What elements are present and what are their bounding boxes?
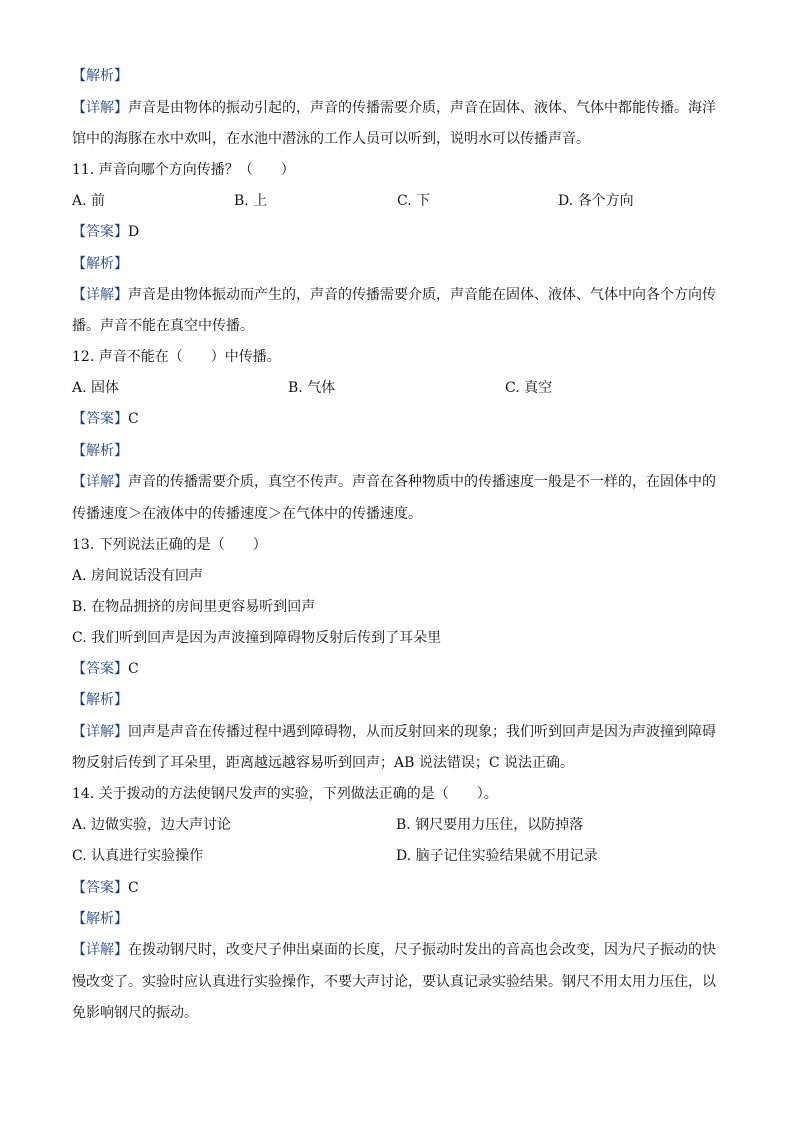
q14-detail-line-1: 【详解】在拨动钢尺时，改变尺子伸出桌面的长度，尺子振动时发出的音高也会改变，因为尺子振动的快 — [72, 942, 716, 958]
q11-detail-line-1: 【详解】声音是由物体振动而产生的，声音的传播需要介质，声音能在固体、液体、气体中向各个方向传 — [72, 287, 716, 303]
q10-detail-line-2: 馆中的海豚在水中欢叫，在水池中潜泳的工作人员可以听到，说明水可以传播声音。 — [72, 131, 590, 147]
analysis-label: 【解析】 — [72, 68, 128, 84]
q12-detail-line-2: 传播速度＞在液体中的传播速度＞在气体中的传播速度。 — [72, 506, 422, 522]
q13-answer: 【答案】C — [72, 661, 139, 677]
q12-question: 12. 声音不能在（ ）中传播。 — [72, 349, 281, 365]
q13-option-a: A. 房间说话没有回声 — [72, 568, 204, 584]
q11-answer: 【答案】D — [72, 224, 140, 240]
q12-option-c: C. 真空 — [505, 380, 553, 396]
q14-option-c: C. 认真进行实验操作 — [72, 848, 204, 864]
q11-option-b: B. 上 — [234, 193, 268, 209]
q14-question: 14. 关于拨动的方法使钢尺发声的实验，下列做法正确的是（ ）。 — [72, 786, 498, 802]
q13-option-b: B. 在物品拥挤的房间里更容易听到回声 — [72, 599, 316, 615]
q13-analysis-label: 【解析】 — [72, 692, 128, 708]
q14-option-b: B. 钢尺要用力压住，以防掉落 — [396, 817, 584, 833]
q11-analysis-label: 【解析】 — [72, 256, 128, 272]
q12-option-b: B. 气体 — [288, 380, 336, 396]
q11-option-a: A. 前 — [72, 193, 106, 209]
q11-option-c: C. 下 — [397, 193, 431, 209]
q14-option-a: A. 边做实验，边大声讨论 — [72, 817, 232, 833]
q14-detail-line-2: 慢改变了。实验时应认真进行实验操作，不要大声讨论，要认真记录实验结果。钢尺不用太用力压住，以 — [72, 974, 716, 990]
q14-option-d: D. 脑子记住实验结果就不用记录 — [396, 848, 598, 864]
q10-detail-line-1: 【详解】声音是由物体的振动引起的，声音的传播需要介质，声音在固体、液体、气体中都能传播。海洋 — [72, 100, 716, 116]
q13-detail-line-1: 【详解】回声是声音在传播过程中遇到障碍物，从而反射回来的现象；我们听到回声是因为声波撞到障碍 — [72, 724, 716, 740]
q12-analysis-label: 【解析】 — [72, 443, 128, 459]
q13-option-c: C. 我们听到回声是因为声波撞到障碍物反射后传到了耳朵里 — [72, 630, 442, 646]
q12-detail-line-1: 【详解】声音的传播需要介质，真空不传声。声音在各种物质中的传播速度一般是不一样的，在固体中的 — [72, 474, 716, 490]
q14-detail-line-3: 免影响钢尺的振动。 — [72, 1005, 198, 1021]
q14-analysis-label: 【解析】 — [72, 911, 128, 927]
q13-question: 13. 下列说法正确的是（ ） — [72, 537, 267, 553]
q12-answer: 【答案】C — [72, 411, 139, 427]
q11-detail-line-2: 播。声音不能在真空中传播。 — [72, 318, 254, 334]
q11-option-d: D. 各个方向 — [558, 193, 634, 209]
q14-answer: 【答案】C — [72, 880, 139, 896]
q13-detail-line-2: 物反射后传到了耳朵里，距离越远越容易听到回声；AB 说法错误；C 说法正确。 — [72, 755, 575, 771]
detail-label: 【详解】 — [72, 100, 128, 116]
q11-question: 11. 声音向哪个方向传播？（ ） — [72, 162, 295, 178]
q12-option-a: A. 固体 — [72, 380, 120, 396]
